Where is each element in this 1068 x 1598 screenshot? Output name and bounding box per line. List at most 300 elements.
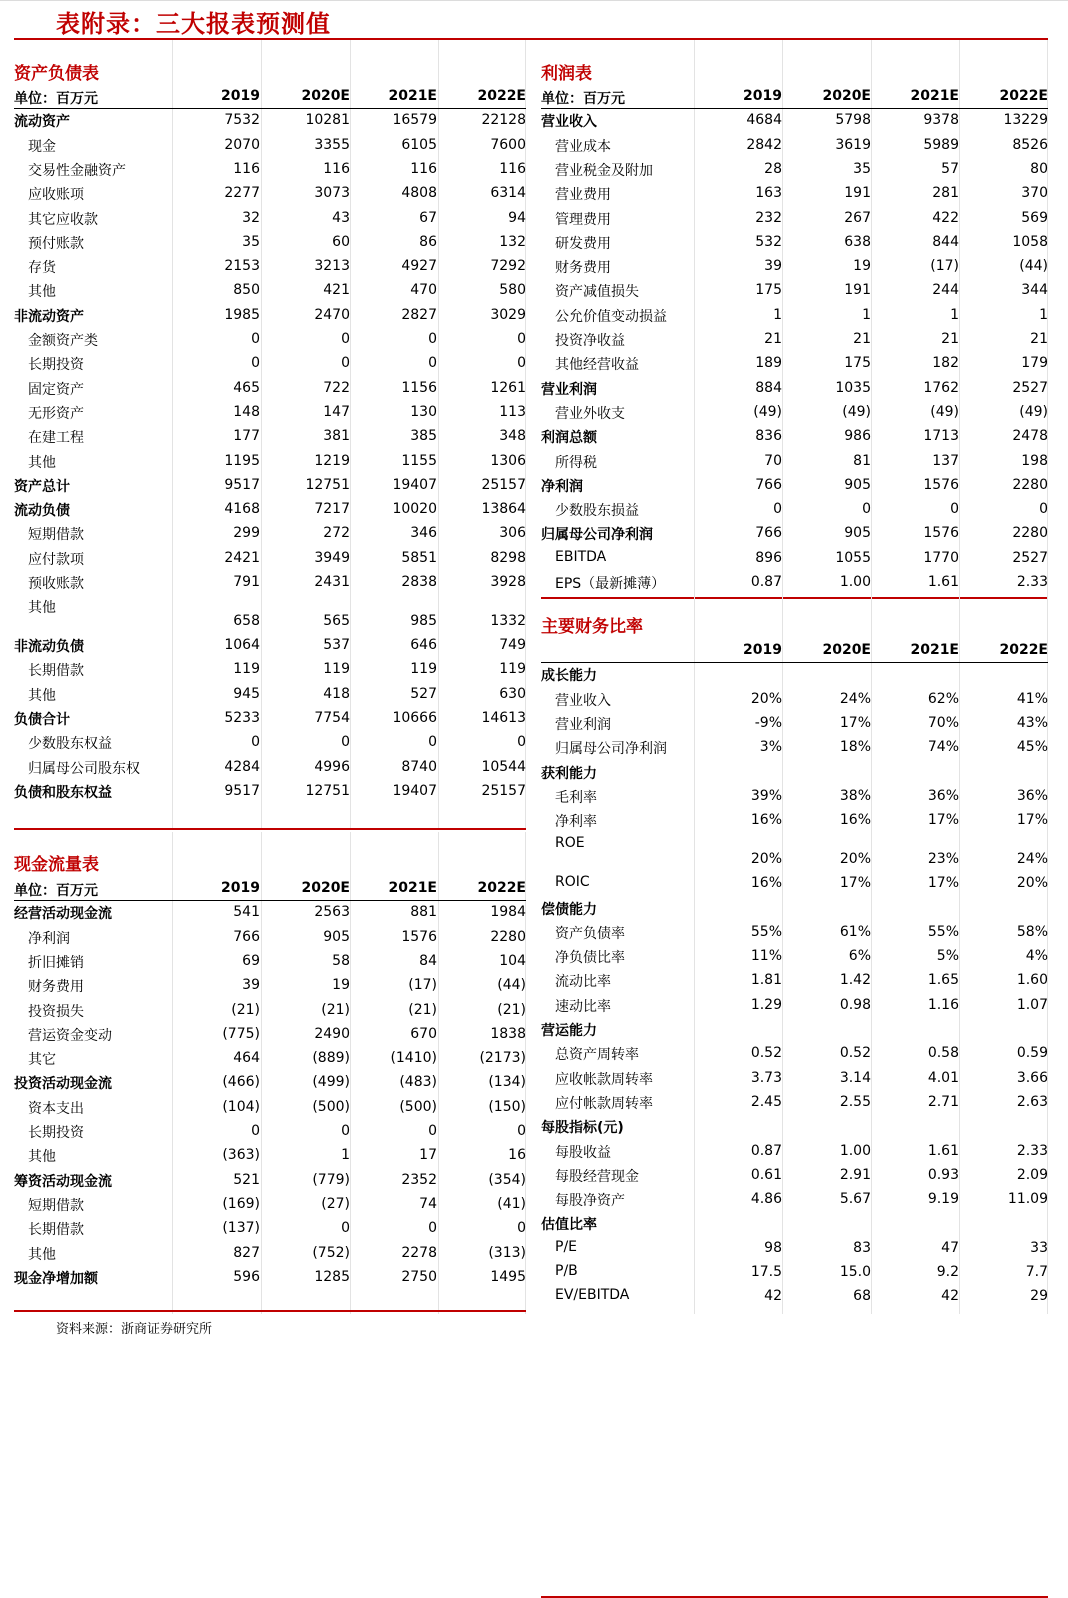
cell-value: (27) xyxy=(321,1195,350,1212)
cell-value: 119 xyxy=(233,661,260,678)
cell-value: 33 xyxy=(1030,1239,1048,1256)
cell-value: 69 xyxy=(242,952,260,969)
cell-value: 7600 xyxy=(490,136,526,153)
cell-value: (775) xyxy=(222,1025,260,1042)
year-header: 2020E xyxy=(301,880,350,896)
cell-value: 10666 xyxy=(392,710,437,727)
cell-value: 13229 xyxy=(1003,112,1048,129)
cell-value: 4.86 xyxy=(750,1191,782,1208)
cell-value: 1 xyxy=(950,306,959,323)
row-label: 流动资产 xyxy=(14,114,70,131)
table-bottom-rule xyxy=(14,1310,526,1312)
table-row xyxy=(14,1023,526,1047)
cell-value: 1 xyxy=(341,1147,350,1164)
cell-value: 881 xyxy=(410,904,437,921)
row-label: 应收帐款周转率 xyxy=(555,1071,653,1088)
cell-value: 527 xyxy=(410,685,437,702)
table-row xyxy=(541,498,1048,522)
table-row xyxy=(14,1096,526,1120)
cell-value: 38% xyxy=(839,787,871,804)
cell-value: 2.71 xyxy=(927,1093,959,1110)
cell-value: 0 xyxy=(517,1123,526,1139)
table-row xyxy=(541,352,1048,376)
table-row xyxy=(14,474,526,498)
table-row xyxy=(14,207,526,231)
cell-value: 1332 xyxy=(490,613,526,630)
row-label: 其他 xyxy=(28,687,56,704)
row-label: 净利率 xyxy=(555,814,597,831)
cell-value: 2490 xyxy=(314,1025,350,1042)
cell-value: 532 xyxy=(755,233,782,250)
table-row xyxy=(541,1042,1048,1066)
cell-value: 0 xyxy=(517,331,526,347)
cell-value: 175 xyxy=(844,355,871,372)
cell-value: 57 xyxy=(941,160,959,177)
cell-value: 1 xyxy=(773,306,782,323)
table-row xyxy=(14,1169,526,1193)
row-label: 归属母公司净利润 xyxy=(555,741,667,758)
cell-value: 19 xyxy=(853,258,871,275)
cell-value: 986 xyxy=(844,428,871,445)
table-row xyxy=(541,474,1048,498)
source-note: 资料来源：浙商证券研究所 xyxy=(56,1322,213,1337)
row-label: 经营活动现金流 xyxy=(14,906,112,923)
cell-value: 36% xyxy=(1016,787,1048,804)
cell-value: 2.45 xyxy=(750,1093,782,1110)
cell-value: 189 xyxy=(755,355,782,372)
cell-value: 465 xyxy=(233,379,260,396)
cell-value: 2070 xyxy=(224,136,260,153)
cell-value: 43 xyxy=(332,209,350,226)
cell-value: 2750 xyxy=(401,1268,437,1285)
cell-value: (17) xyxy=(408,977,437,994)
cell-value: 850 xyxy=(233,282,260,299)
cell-value: 113 xyxy=(499,403,526,420)
cell-value: 0 xyxy=(1039,501,1048,518)
cell-value: 5233 xyxy=(224,710,260,727)
cell-value: 58% xyxy=(1016,923,1048,940)
cell-value: 42 xyxy=(941,1288,959,1305)
row-label: 投资净收益 xyxy=(555,333,625,349)
row-label: 筹资活动现金流 xyxy=(14,1173,112,1190)
row-label: 应付帐款周转率 xyxy=(555,1095,653,1112)
cell-value: 6105 xyxy=(401,136,437,153)
cell-value: 1838 xyxy=(490,1025,526,1042)
table-row xyxy=(14,974,526,998)
table-row xyxy=(541,304,1048,328)
cell-value: 766 xyxy=(233,928,260,945)
cell-value: 381 xyxy=(323,428,350,445)
cell-value: 5851 xyxy=(401,549,437,566)
cell-value: 1.16 xyxy=(927,996,959,1013)
row-label: EPS（最新摊薄） xyxy=(555,576,666,592)
cell-value: 7.7 xyxy=(1025,1264,1048,1281)
row-label: 长期借款 xyxy=(28,663,84,680)
header-row xyxy=(14,877,526,901)
cell-value: 1.61 xyxy=(927,574,959,590)
cell-value: 20% xyxy=(1016,875,1048,892)
cell-value: 16% xyxy=(750,812,782,829)
year-header: 2021E xyxy=(388,88,437,104)
cell-value: (500) xyxy=(399,1098,437,1115)
row-label: 获利能力 xyxy=(541,765,597,782)
cell-value: 1035 xyxy=(835,379,871,396)
table-row xyxy=(14,231,526,255)
cell-value: 6% xyxy=(848,948,871,965)
cell-value: 1.00 xyxy=(839,1142,871,1159)
row-label: 金额资产类 xyxy=(28,333,98,349)
unit-label: 单位：百万元 xyxy=(14,883,98,899)
row-label: 短期借款 xyxy=(28,527,84,544)
table-row xyxy=(541,1091,1048,1115)
year-header: 2022E xyxy=(477,880,526,896)
cell-value: 749 xyxy=(499,637,526,654)
cell-value: 21 xyxy=(1030,331,1048,347)
cell-value: (21) xyxy=(497,1001,526,1018)
cell-value: 5.67 xyxy=(839,1191,871,1208)
cell-value: 596 xyxy=(233,1268,260,1285)
cell-value: 272 xyxy=(323,525,350,542)
row-label: 营业成本 xyxy=(555,138,611,155)
table-row xyxy=(14,634,526,658)
cell-value: 182 xyxy=(932,355,959,372)
table-row xyxy=(541,736,1048,760)
year-header: 2021E xyxy=(388,880,437,896)
table-row xyxy=(541,1212,1048,1236)
row-label: EV/EBITDA xyxy=(555,1287,630,1304)
cell-value: 3619 xyxy=(835,136,871,153)
table-row xyxy=(14,134,526,158)
cell-value: 0 xyxy=(251,1123,260,1139)
cell-value: 3073 xyxy=(314,185,350,202)
cell-value: (44) xyxy=(1019,258,1048,275)
year-header: 2019 xyxy=(221,88,260,104)
cell-value: 21 xyxy=(764,331,782,347)
cell-value: 80 xyxy=(1030,160,1048,177)
year-header: 2022E xyxy=(999,88,1048,104)
cell-value: 0.59 xyxy=(1016,1045,1048,1062)
cell-value: 177 xyxy=(233,428,260,445)
cell-value: 4684 xyxy=(746,112,782,129)
table-row xyxy=(14,158,526,182)
cell-value: 11.09 xyxy=(1007,1191,1048,1208)
table-row xyxy=(14,1266,526,1290)
cell-value: 5989 xyxy=(923,136,959,153)
row-label: 净利润 xyxy=(28,930,70,947)
cell-value: 20% xyxy=(750,690,782,707)
cell-value: 19 xyxy=(332,977,350,994)
section-title: 主要财务比率 xyxy=(541,617,643,637)
cell-value: 2.33 xyxy=(1016,574,1048,590)
table-row xyxy=(541,571,1048,595)
cell-value: 1 xyxy=(862,306,871,323)
row-label: 其它 xyxy=(28,1052,56,1069)
cell-value: (41) xyxy=(497,1195,526,1212)
cell-value: 3029 xyxy=(490,306,526,323)
cell-value: 2838 xyxy=(401,574,437,590)
row-label: 非流动负债 xyxy=(14,639,84,656)
row-label: 短期借款 xyxy=(28,1197,84,1214)
row-label: 财务费用 xyxy=(28,979,84,996)
cell-value: 137 xyxy=(932,452,959,469)
cell-value: 39 xyxy=(764,258,782,275)
cell-value: 16579 xyxy=(392,112,437,129)
cell-value: (21) xyxy=(321,1001,350,1018)
cell-value: (49) xyxy=(842,403,871,420)
cell-value: 344 xyxy=(1021,282,1048,299)
income-statement-table xyxy=(541,40,1048,596)
row-label: 每股指标(元) xyxy=(541,1120,624,1137)
row-label: 交易性金融资产 xyxy=(28,162,126,179)
cell-value: (21) xyxy=(408,1001,437,1018)
cell-value: 55% xyxy=(750,923,782,940)
year-header: 2021E xyxy=(910,642,959,658)
cell-value: 119 xyxy=(499,661,526,678)
table-row xyxy=(14,279,526,303)
cell-value: 836 xyxy=(755,428,782,445)
cell-value: 2280 xyxy=(1012,476,1048,493)
cell-value: 3355 xyxy=(314,136,350,153)
cell-value: 281 xyxy=(932,185,959,202)
table-row xyxy=(541,897,1048,921)
cell-value: 232 xyxy=(755,209,782,226)
table-row xyxy=(14,780,526,804)
cell-value: 0 xyxy=(773,501,782,518)
row-label: 营业收入 xyxy=(541,114,597,131)
cell-value: 422 xyxy=(932,209,959,226)
cell-value: 3928 xyxy=(490,574,526,590)
row-label: 净利润 xyxy=(541,478,583,495)
cell-value: 1261 xyxy=(490,379,526,396)
cell-value: 70% xyxy=(927,714,959,731)
cell-value: 0.87 xyxy=(750,574,782,590)
row-label: 每股净资产 xyxy=(555,1193,625,1210)
cell-value: (889) xyxy=(312,1050,350,1067)
cell-value: 116 xyxy=(233,160,260,177)
cell-value: 2278 xyxy=(401,1244,437,1261)
cell-value: (354) xyxy=(488,1171,526,1188)
cell-value: 43% xyxy=(1016,714,1048,731)
cell-value: 370 xyxy=(1021,185,1048,202)
cell-value: 5798 xyxy=(835,112,871,129)
header-row xyxy=(541,85,1048,109)
table-row xyxy=(14,425,526,449)
table-row xyxy=(541,1237,1048,1261)
row-label: 资产减值损失 xyxy=(555,284,639,301)
table-row xyxy=(541,945,1048,969)
row-label: 流动比率 xyxy=(555,974,611,991)
cell-value: 0 xyxy=(341,1123,350,1139)
cell-value: 86 xyxy=(419,233,437,250)
cell-value: 16 xyxy=(508,1147,526,1164)
year-header: 2020E xyxy=(822,88,871,104)
cell-value: 1306 xyxy=(490,452,526,469)
row-label: 预付账款 xyxy=(28,235,84,252)
cell-value: 1.81 xyxy=(750,972,782,989)
cell-value: 3.14 xyxy=(839,1069,871,1086)
cell-value: 36% xyxy=(927,787,959,804)
table-row xyxy=(14,950,526,974)
year-header: 2022E xyxy=(477,88,526,104)
financial-ratios-table xyxy=(541,596,1048,1314)
cell-value: 7217 xyxy=(314,501,350,518)
cell-value: 116 xyxy=(499,160,526,177)
table-row xyxy=(14,999,526,1023)
row-label: 资产总计 xyxy=(14,478,70,495)
table-row xyxy=(541,872,1048,896)
cell-value: 104 xyxy=(499,952,526,969)
header-row xyxy=(14,85,526,109)
cell-value: 116 xyxy=(410,160,437,177)
cell-value: 0.52 xyxy=(750,1045,782,1062)
cell-value: 3949 xyxy=(314,549,350,566)
cell-value: 24% xyxy=(1016,851,1048,868)
cell-value: 1285 xyxy=(314,1268,350,1285)
cell-value: 1156 xyxy=(401,379,437,396)
cell-value: 791 xyxy=(233,574,260,590)
row-label: 营业利润 xyxy=(541,381,597,398)
cell-value: 3213 xyxy=(314,258,350,275)
cell-value: 766 xyxy=(755,525,782,542)
cell-value: 147 xyxy=(323,403,350,420)
year-header: 2019 xyxy=(743,88,782,104)
cell-value: 10281 xyxy=(305,112,350,129)
table-row xyxy=(14,1047,526,1071)
year-header: 2021E xyxy=(910,88,959,104)
cell-value: (17) xyxy=(930,258,959,275)
cell-value: 2280 xyxy=(490,928,526,945)
cell-value: 1713 xyxy=(923,428,959,445)
cell-value: 6314 xyxy=(490,185,526,202)
table-row xyxy=(541,1140,1048,1164)
cell-value: 191 xyxy=(844,282,871,299)
cell-value: 2.55 xyxy=(839,1093,871,1110)
table-row xyxy=(541,109,1048,133)
table-row xyxy=(541,401,1048,425)
table-row xyxy=(14,182,526,206)
cell-value: 844 xyxy=(932,233,959,250)
row-label: 研发费用 xyxy=(555,235,611,252)
row-label: ROIC xyxy=(555,874,590,891)
cell-value: 0.61 xyxy=(750,1166,782,1183)
cell-value: 1495 xyxy=(490,1268,526,1285)
row-label: 资产负债率 xyxy=(555,925,625,942)
cell-value: (134) xyxy=(488,1074,526,1091)
cell-value: 2.91 xyxy=(839,1166,871,1183)
cell-value: (49) xyxy=(1019,403,1048,420)
row-label: 长期投资 xyxy=(28,1125,84,1141)
table-row xyxy=(14,255,526,279)
row-label: 其他 xyxy=(28,600,56,617)
row-label: 其他 xyxy=(28,1246,56,1263)
cell-value: 0 xyxy=(517,1220,526,1237)
table-row xyxy=(14,756,526,780)
row-label: 归属母公司股东权 xyxy=(28,760,140,777)
cell-value: 2.63 xyxy=(1016,1093,1048,1110)
table-row xyxy=(14,498,526,522)
row-label: 无形资产 xyxy=(28,405,84,422)
cell-value: 60 xyxy=(332,233,350,250)
cell-value: 0 xyxy=(341,331,350,347)
cell-value: 0 xyxy=(428,355,437,372)
cell-value: 84 xyxy=(419,952,437,969)
cell-value: 70 xyxy=(764,452,782,469)
cell-value: 3% xyxy=(759,739,782,756)
table-row xyxy=(541,712,1048,736)
table-row xyxy=(14,522,526,546)
cell-value: 132 xyxy=(499,233,526,250)
table-row xyxy=(14,1193,526,1217)
cell-value: 267 xyxy=(844,209,871,226)
row-label: 营业税金及附加 xyxy=(555,162,653,179)
cell-value: 130 xyxy=(410,403,437,420)
cash-flow-table xyxy=(14,832,526,1314)
cell-value: 0.52 xyxy=(839,1045,871,1062)
cell-value: 8526 xyxy=(1012,136,1048,153)
cell-value: 29 xyxy=(1030,1288,1048,1305)
cell-value: 20% xyxy=(839,851,871,868)
row-label: 应付款项 xyxy=(28,551,84,568)
cell-value: 244 xyxy=(932,282,959,299)
cell-value: (499) xyxy=(312,1074,350,1091)
table-row xyxy=(541,1285,1048,1309)
cell-value: 0 xyxy=(428,331,437,347)
row-label: 资本支出 xyxy=(28,1100,84,1117)
row-label: 速动比率 xyxy=(555,998,611,1015)
cell-value: 19407 xyxy=(392,782,437,799)
year-header: 2020E xyxy=(822,642,871,658)
table-row xyxy=(541,377,1048,401)
row-label: 现金净增加额 xyxy=(14,1270,98,1287)
row-label: 每股经营现金 xyxy=(555,1168,639,1185)
cell-value: 905 xyxy=(844,525,871,542)
cell-value: 179 xyxy=(1021,355,1048,372)
table-row xyxy=(14,1217,526,1241)
cell-value: 1195 xyxy=(224,452,260,469)
row-label: 少数股东损益 xyxy=(555,503,639,520)
cell-value: 17% xyxy=(927,812,959,829)
cell-value: 905 xyxy=(323,928,350,945)
row-label: 长期借款 xyxy=(28,1222,84,1239)
cell-value: 23% xyxy=(927,851,959,868)
row-label: 净负债比率 xyxy=(555,950,625,967)
cell-value: 1055 xyxy=(835,549,871,566)
cell-value: 47 xyxy=(941,1239,959,1256)
table-row xyxy=(541,969,1048,993)
table-row xyxy=(14,658,526,682)
cell-value: 35 xyxy=(242,233,260,250)
cell-value: 0.93 xyxy=(927,1166,959,1183)
cell-value: 4% xyxy=(1025,948,1048,965)
cell-value: 74% xyxy=(927,739,959,756)
table-row xyxy=(541,328,1048,352)
cell-value: (752) xyxy=(312,1244,350,1261)
cell-value: 638 xyxy=(844,233,871,250)
cell-value: 2470 xyxy=(314,306,350,323)
cell-value: 119 xyxy=(323,661,350,678)
table-row xyxy=(14,1071,526,1095)
cell-value: 1058 xyxy=(1012,233,1048,250)
row-label: 利润总额 xyxy=(541,430,597,447)
cell-value: 1770 xyxy=(923,549,959,566)
cell-value: 24% xyxy=(839,690,871,707)
cell-value: 98 xyxy=(764,1239,782,1256)
cell-value: 2527 xyxy=(1012,549,1048,566)
year-header: 2019 xyxy=(743,642,782,658)
table-row xyxy=(541,522,1048,546)
row-label: 营业外收支 xyxy=(555,405,625,422)
table-row xyxy=(14,901,526,925)
